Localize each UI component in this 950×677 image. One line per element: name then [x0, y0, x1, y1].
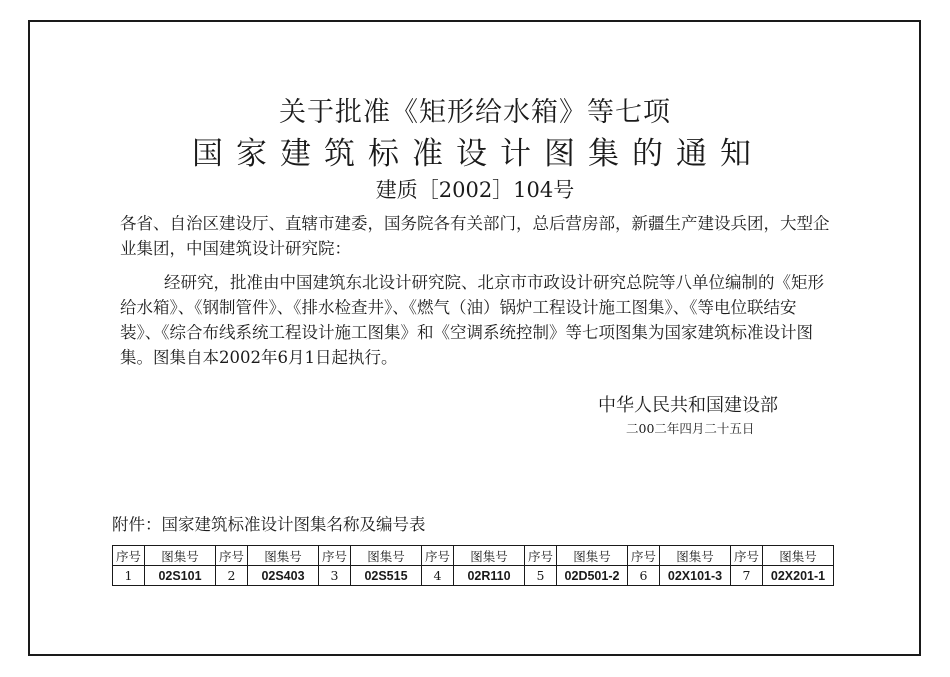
- code-cell: 02D501-2: [557, 566, 628, 586]
- notice-title-line1: 关于批准《矩形给水箱》等七项: [279, 97, 671, 128]
- header-code-cell: 图集号: [145, 546, 216, 566]
- header-code-cell: 图集号: [351, 546, 422, 566]
- attachment-title: 附件：国家建筑标准设计图集名称及编号表: [112, 515, 426, 534]
- header-seq-cell: 序号: [731, 546, 763, 566]
- code-cell: 02X201-1: [763, 566, 834, 586]
- code-cell: 02X101-3: [660, 566, 731, 586]
- header-seq-cell: 序号: [216, 546, 248, 566]
- code-cell: 02R110: [454, 566, 525, 586]
- seq-cell: 5: [525, 566, 557, 586]
- issuer-signature: 中华人民共和国建设部: [598, 395, 778, 416]
- notice-title-line2: 国家建筑标准设计图集的通知: [192, 136, 764, 172]
- atlas-code-table: [112, 545, 834, 586]
- table-header-row: [113, 546, 834, 566]
- seq-cell: 2: [216, 566, 248, 586]
- seq-cell: 1: [113, 566, 145, 586]
- document-number: 建质［2002］104号: [375, 178, 575, 202]
- seq-cell: 7: [731, 566, 763, 586]
- header-code-cell: 图集号: [454, 546, 525, 566]
- header-seq-cell: 序号: [628, 546, 660, 566]
- code-cell: 02S101: [145, 566, 216, 586]
- header-code-cell: 图集号: [248, 546, 319, 566]
- header-code-cell: 图集号: [557, 546, 628, 566]
- header-seq-cell: 序号: [113, 546, 145, 566]
- issue-date: 二00二年四月二十五日: [626, 421, 755, 436]
- seq-cell: 4: [422, 566, 454, 586]
- header-code-cell: 图集号: [660, 546, 731, 566]
- table-row: [113, 566, 834, 586]
- code-cell: 02S403: [248, 566, 319, 586]
- header-seq-cell: 序号: [422, 546, 454, 566]
- recipients-paragraph: 各省、自治区建设厅、直辖市建委，国务院各有关部门，总后营房部，新疆生产建设兵团，大型企业集团，中国建筑设计研究院：: [120, 214, 830, 258]
- header-code-cell: 图集号: [763, 546, 834, 566]
- code-cell: 02S515: [351, 566, 422, 586]
- header-seq-cell: 序号: [319, 546, 351, 566]
- seq-cell: 6: [628, 566, 660, 586]
- body-text: 经研究，批准由中国建筑东北设计研究院、北京市市政设计研究总院等八单位编制的《矩形给水箱》、《钢制管件》、《排水检查井》、《燃气（油）锅炉工程设计施工图集》、《等电位联结安装》、《综合布线系统工程设计施工图集》和《空调系统控制》等七项图集为国家建筑标准设计图集。图集自本2002年6月1日起执行。: [120, 273, 824, 367]
- seq-cell: 3: [319, 566, 351, 586]
- header-seq-cell: 序号: [525, 546, 557, 566]
- body-paragraph: [120, 270, 832, 370]
